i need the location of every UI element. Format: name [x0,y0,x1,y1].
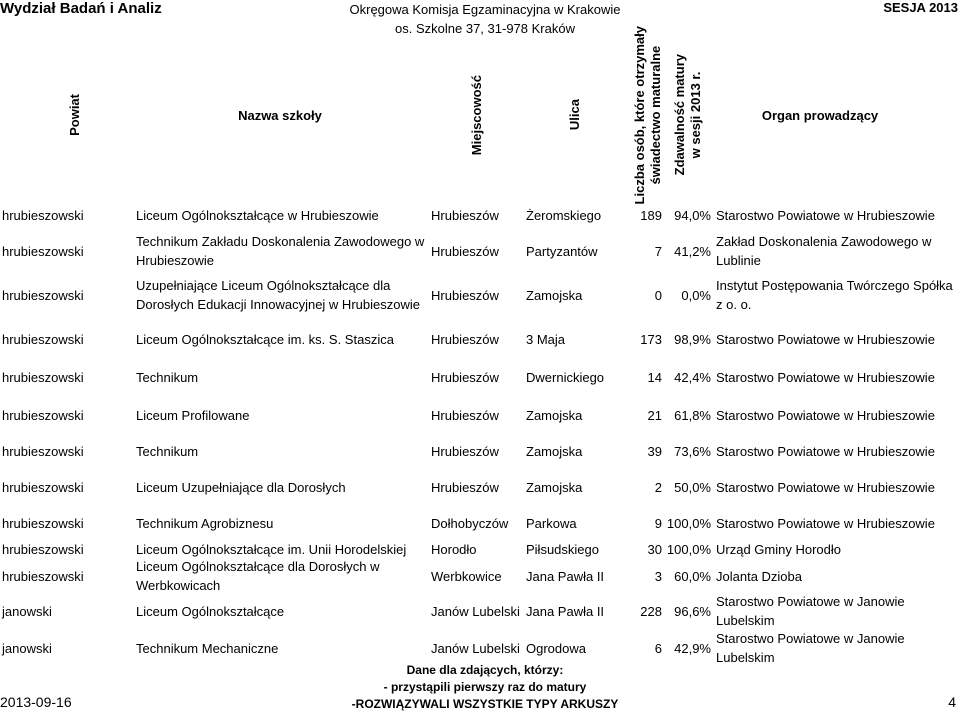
cell-miejscowosc: Hrubieszów [431,369,499,385]
table-row [0,357,960,397]
cell-nazwa: Liceum Ogólnokształcące im. ks. S. Staszica [136,331,394,347]
column-header-ulica: Ulica [567,99,582,131]
cell-zdawalnosc: 100,0% [666,542,711,557]
cell-organ: Urząd Gminy Horodło [716,542,841,557]
table-row [0,319,960,359]
cell-miejscowosc: Dołhobyczów [431,515,509,531]
cell-nazwa: Liceum Ogólnokształcące dla Dorosłych w Werbkowicach [136,559,380,593]
institution-address [340,0,630,38]
footer-note-line: - przystąpili pierwszy raz do matury [383,680,587,694]
cell-nazwa: Technikum [136,443,199,459]
cell-organ: Starostwo Powiatowe w Janowie Lubelskim [716,631,905,665]
cell-miejscowosc: Hrubieszów [431,407,499,423]
cell-powiat: hrubieszowski [2,243,84,259]
table-row [0,503,960,543]
footer-date: 2013-09-16 [0,694,72,710]
table-row [0,467,960,507]
cell-ulica: Zamojska [526,287,583,303]
cell-organ: Starostwo Powiatowe w Hrubieszowie [716,515,935,531]
cell-powiat: hrubieszowski [2,479,84,495]
cell-liczba: 9 [654,515,662,531]
cell-ulica: Partyzantów [526,243,598,259]
page-footer [0,662,960,711]
cell-ulica: 3 Maja [526,331,566,347]
cell-powiat: hrubieszowski [2,515,84,531]
cell-liczba: 21 [647,407,662,423]
column-header-organ: Organ prowadzący [761,107,879,123]
table-row [0,196,960,234]
cell-organ: Starostwo Powiatowe w Janowie Lubelskim [716,594,905,628]
cell-miejscowosc: Horodło [431,542,477,557]
cell-nazwa: Liceum Uzupełniające dla Dorosłych [136,479,346,495]
cell-organ: Jolanta Dzioba [716,568,802,584]
cell-zdawalnosc: 42,9% [674,640,711,656]
cell-nazwa: Liceum Ogólnokształcące im. Unii Horodelskiej [136,542,407,557]
table-row [0,275,960,315]
cell-miejscowosc: Hrubieszów [431,243,499,259]
cell-nazwa: Technikum [136,369,199,385]
cell-miejscowosc: Hrubieszów [431,331,499,347]
cell-zdawalnosc: 73,6% [674,443,711,459]
table-row [0,431,960,471]
cell-nazwa: Liceum Ogólnokształcące [136,603,285,619]
cell-liczba: 39 [647,443,662,459]
cell-powiat: hrubieszowski [2,369,84,385]
cell-ulica: Zamojska [526,479,583,495]
cell-liczba: 2 [654,479,662,495]
page-header [0,0,960,38]
cell-organ: Starostwo Powiatowe w Hrubieszowie [716,369,935,385]
cell-zdawalnosc: 96,6% [674,603,711,619]
cell-organ: Starostwo Powiatowe w Hrubieszowie [716,407,935,423]
department-name: Wydział Badań i Analiz [0,0,162,17]
footer-note-line: -ROZWIĄZYWALI WSZYSTKIE TYPY ARKUSZY [351,697,619,711]
session-label: SESJA 2013 [883,0,958,15]
cell-nazwa: Uzupełniające Liceum Ogólnokształcące dla Dorosłych Edukacji Innowacyjnej w Hrubieszowie [136,278,420,312]
cell-powiat: hrubieszowski [2,443,84,459]
cell-powiat: hrubieszowski [2,407,84,423]
cell-liczba: 3 [654,568,662,584]
cell-powiat: hrubieszowski [2,207,84,223]
cell-ulica: Ogrodowa [526,640,586,656]
cell-zdawalnosc: 50,0% [674,479,711,495]
table-row [0,591,960,631]
cell-liczba: 6 [654,640,662,656]
cell-zdawalnosc: 0,0% [681,287,711,303]
cell-zdawalnosc: 60,0% [674,568,711,584]
cell-ulica: Zamojska [526,443,583,459]
cell-organ: Zakład Doskonalenia Zawodowego w Lublinie [716,234,932,268]
cell-zdawalnosc: 61,8% [674,407,711,423]
footer-notes [340,662,630,713]
table-row [0,232,960,270]
institution-name: Okręgowa Komisja Egzaminacyjna w Krakowie [349,2,621,17]
cell-nazwa: Technikum Agrobiznesu [136,515,274,531]
cell-miejscowosc: Janów Lubelski [431,640,520,656]
column-header-nazwa: Nazwa szkoły [238,107,322,123]
column-header-liczba: Liczba osób, które otrzymały świadectwo maturalne [632,25,663,205]
cell-organ: Starostwo Powiatowe w Hrubieszowie [716,331,935,347]
page-number: 4 [948,694,956,710]
cell-liczba: 189 [640,207,662,223]
cell-powiat: hrubieszowski [2,331,84,347]
cell-zdawalnosc: 98,9% [674,331,711,347]
cell-ulica: Piłsudskiego [526,542,599,557]
cell-organ: Starostwo Powiatowe w Hrubieszowie [716,479,935,495]
cell-miejscowosc: Hrubieszów [431,207,499,223]
cell-ulica: Żeromskiego [526,207,602,223]
cell-ulica: Jana Pawła II [526,603,605,619]
cell-powiat: janowski [2,603,52,619]
cell-powiat: hrubieszowski [2,542,84,557]
cell-liczba: 30 [647,542,662,557]
institution-street: os. Szkolne 37, 31-978 Kraków [395,21,575,36]
cell-liczba: 14 [647,369,662,385]
cell-organ: Starostwo Powiatowe w Hrubieszowie [716,207,935,223]
column-header-miejscowosc: Miejscowość [469,74,484,156]
cell-ulica: Parkowa [526,515,577,531]
cell-ulica: Jana Pawła II [526,568,605,584]
cell-liczba: 173 [640,331,662,347]
cell-powiat: hrubieszowski [2,287,84,303]
cell-miejscowosc: Janów Lubelski [431,603,520,619]
cell-miejscowosc: Hrubieszów [431,287,499,303]
footer-note-line: Dane dla zdających, którzy: [406,663,564,677]
column-header-zdawalnosc: Zdawalność matury w sesji 2013 r. [672,54,703,176]
cell-powiat: janowski [2,640,52,656]
cell-miejscowosc: Werbkowice [431,568,502,584]
cell-zdawalnosc: 42,4% [674,369,711,385]
table-row [0,395,960,435]
cell-nazwa: Technikum Mechaniczne [136,640,279,656]
cell-organ: Starostwo Powiatowe w Hrubieszowie [716,443,935,459]
cell-miejscowosc: Hrubieszów [431,479,499,495]
cell-liczba: 7 [654,243,662,259]
cell-zdawalnosc: 94,0% [674,207,711,223]
cell-ulica: Dwernickiego [526,369,605,385]
cell-zdawalnosc: 100,0% [666,515,711,531]
cell-nazwa: Liceum Ogólnokształcące w Hrubieszowie [136,207,379,223]
cell-liczba: 0 [654,287,662,303]
cell-nazwa: Liceum Profilowane [136,407,250,423]
cell-liczba: 228 [640,603,662,619]
table-row [0,557,960,595]
cell-miejscowosc: Hrubieszów [431,443,499,459]
cell-powiat: hrubieszowski [2,568,84,584]
cell-ulica: Zamojska [526,407,583,423]
column-header-powiat: Powiat [67,94,82,136]
cell-zdawalnosc: 41,2% [674,243,711,259]
cell-organ: Instytut Postępowania Twórczego Spółka z o. o. [716,278,953,312]
cell-nazwa: Technikum Zakładu Doskonalenia Zawodowego w Hrubieszowie [136,234,425,268]
